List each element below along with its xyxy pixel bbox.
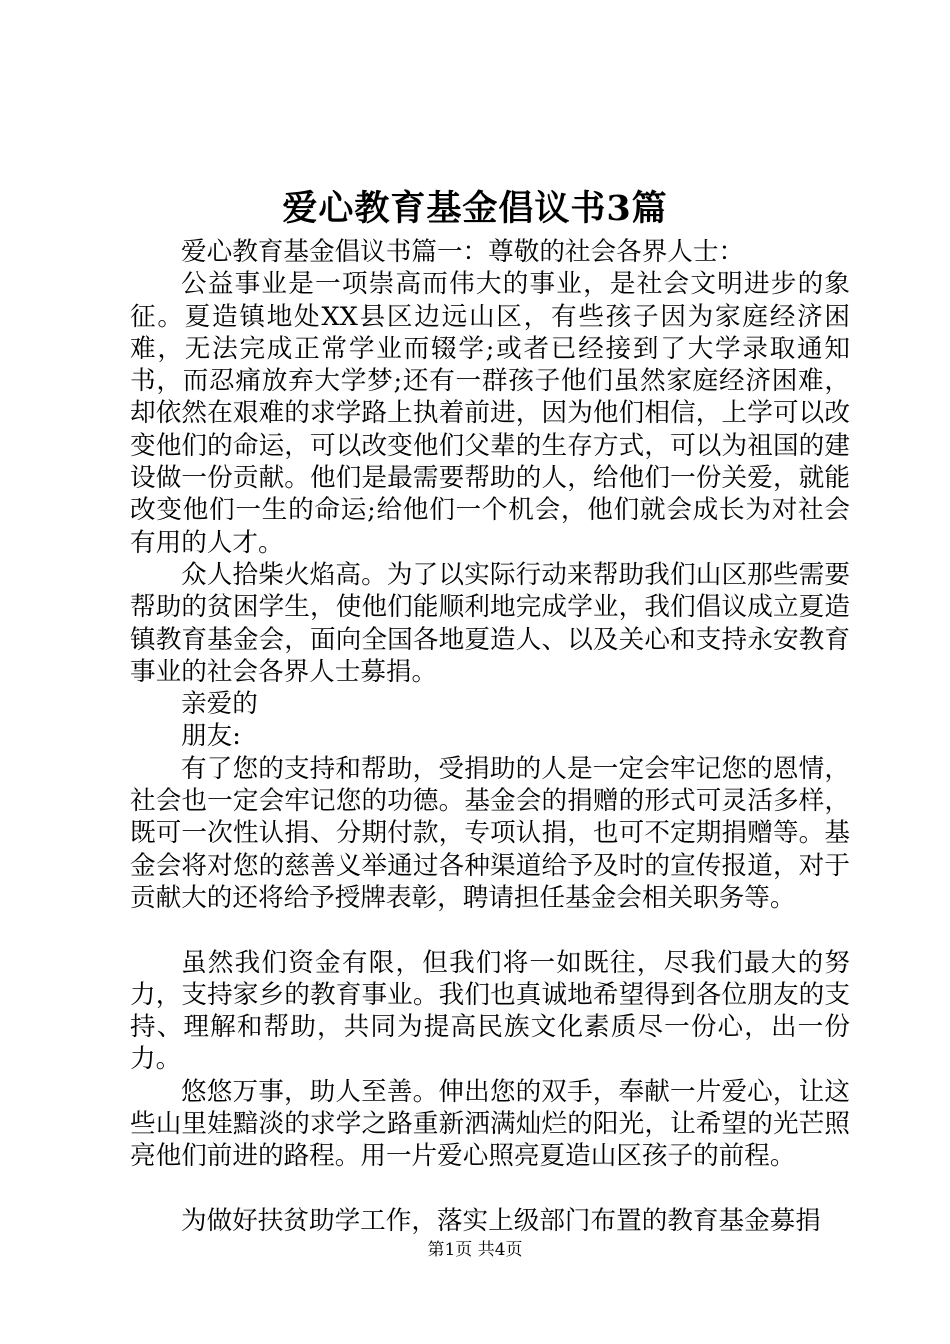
paragraph-friend: 朋友: [181, 721, 241, 752]
paragraph: 悠悠万事，助人至善。伸出您的双手，奉献一片爱心，让这些山里娃黯淡的求学之路重新洒满灿烂的阳光，让希望的光芒照亮他们前进的路程。用一片爱心照亮夏造山区孩子的前程。 [130, 1076, 850, 1172]
paragraph: 公益事业是一项崇高而伟大的事业，是社会文明进步的象征。夏造镇地处XX县区边远山区，有些孩子因为家庭经济困难，无法完成正常学业而辍学;或者已经接到了大学录取通知书，而忍痛放弃大学梦;还有一群孩子他们虽然家庭经济困难，却依然在艰难的求学路上执着前进，因为他们相信，上学可以改变他们的命运，可以改变他们父辈的生存方式，可以为祖国的建设做一份贡献。他们是最需要帮助的人，给他们一份关爱，就能改变他们一生的命运;给他们一个机会，他们就会成长为对社会有用的人才。 [130, 269, 850, 558]
document-body [130, 236, 850, 1237]
paragraph: 有了您的支持和帮助，受捐助的人是一定会牢记您的恩情，社会也一定会牢记您的功德。基金会的捐赠的形式可灵活多样，既可一次性认捐、分期付款，专项认捐，也可不定期捐赠等。基金会将对您的慈善义举通过各种渠道给予及时的宣传报道，对于贡献大的还将给予授牌表彰，聘请担任基金会相关职务等。 [130, 753, 850, 913]
paragraph: 众人拾柴火焰高。为了以实际行动来帮助我们山区那些需要帮助的贫困学生，使他们能顺利地完成学业，我们倡议成立夏造镇教育基金会，面向全国各地夏造人、以及关心和支持永安教育事业的社会各界人士募捐。 [130, 559, 850, 687]
page-number-footer: 第1页 共4页 [427, 1240, 523, 1260]
paragraph-salutation: 爱心教育基金倡议书篇一：尊敬的社会各界人士： [181, 237, 745, 267]
paragraph: 虽然我们资金有限，但我们将一如既往，尽我们最大的努力，支持家乡的教育事业。我们也真诚地希望得到各位朋友的支持、理解和帮助，共同为提高民族文化素质尽一份心，出一份力。 [130, 947, 850, 1075]
paragraph: 为做好扶贫助学工作，落实上级部门布置的教育基金募捐 [181, 1205, 821, 1236]
paragraph-dear: 亲爱的 [181, 689, 258, 720]
document-title: 爱心教育基金倡议书3篇 [282, 188, 668, 229]
